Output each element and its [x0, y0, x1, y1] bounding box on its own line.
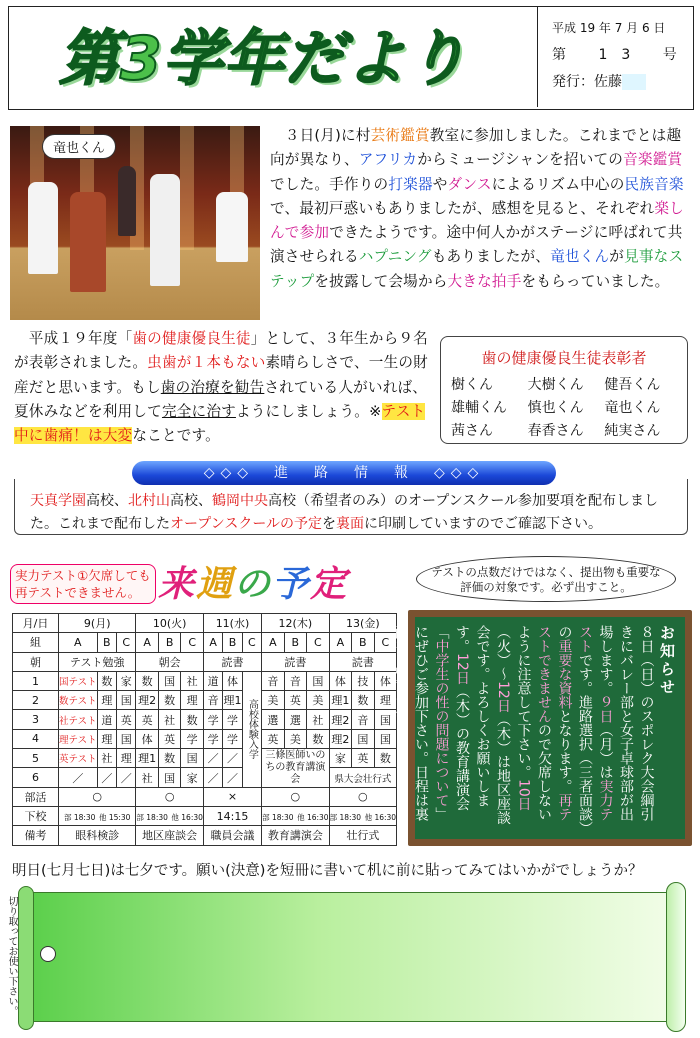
table-cell: 読書: [262, 652, 330, 671]
article2-segment: テスト中に歯痛！は大変: [14, 402, 426, 445]
table-cell: C: [374, 633, 397, 652]
table-cell: 地区座談会: [136, 826, 204, 845]
article1-segment: 音楽鑑賞: [623, 151, 683, 169]
table-cell: 英: [117, 710, 136, 729]
table-cell: 理1: [223, 691, 242, 710]
table-row: [13, 691, 397, 710]
award-box: [440, 336, 688, 444]
table-cell: ／: [117, 768, 136, 787]
table-cell: 国: [117, 729, 136, 748]
table-cell: 壮行式: [329, 826, 397, 845]
article2-segment: 」として、３年生から９名が表彰されました。: [14, 330, 428, 372]
article2-segment: 平成１９年度「: [14, 330, 133, 347]
dismiss-club: 14:15: [216, 809, 249, 823]
article1-segment: 見事なステップ: [270, 248, 684, 290]
table-cell: 13(金): [329, 614, 397, 633]
article1-segment: 大きな拍手: [447, 272, 522, 290]
table-cell: 3: [13, 710, 59, 729]
table-row: [13, 768, 397, 787]
career-title: ◇◇◇ 進 路 情 報 ◇◇◇: [132, 461, 556, 485]
table-cell: 数: [307, 729, 330, 748]
table-cell: 数テスト: [59, 691, 98, 710]
table-cell: 数: [136, 671, 159, 690]
table-cell: 国: [374, 729, 397, 748]
issue-number: 第 13 号: [552, 47, 691, 63]
table-cell: 朝: [13, 652, 59, 671]
dismiss-other: 他 16:30: [297, 812, 329, 822]
article-art-appreciation: [270, 124, 688, 294]
schedule-table: [12, 613, 397, 846]
table-cell: 6: [13, 768, 59, 787]
article1-segment: ダンス: [447, 175, 492, 193]
article1-segment: アフリカ: [358, 151, 418, 169]
table-cell: B: [97, 633, 116, 652]
table-cell: 4: [13, 729, 59, 748]
article1-segment: でした。手作りの: [270, 175, 389, 193]
table-cell: C: [242, 633, 261, 652]
article2-segment: なことです。: [132, 427, 220, 445]
table-cell: [203, 806, 261, 825]
table-cell: 英テスト: [59, 749, 98, 768]
table-cell: C: [117, 633, 136, 652]
table-cell: 理: [117, 749, 136, 768]
table-cell: 理: [97, 729, 116, 748]
table-row: [13, 652, 397, 671]
table-cell: 国: [181, 749, 204, 768]
career-segment: 裏面: [336, 516, 365, 532]
award-name: 健吾くん: [604, 377, 661, 393]
table-cell: ／: [223, 749, 242, 768]
table-cell: B: [352, 633, 375, 652]
table-cell: [59, 806, 136, 825]
table-cell: 音: [262, 671, 285, 690]
table-cell: 英: [262, 729, 285, 748]
table-cell: 国: [352, 729, 375, 748]
tanzaku-scroll: [26, 882, 690, 1032]
table-cell: 社テスト: [59, 710, 98, 729]
career-segment: を: [322, 516, 337, 532]
dismiss-club: 部 18:30: [329, 812, 362, 822]
publisher: 発行：佐藤: [552, 69, 693, 96]
table-cell: 備考: [13, 826, 59, 845]
table-cell: B: [158, 633, 181, 652]
table-cell: テスト勉強: [59, 652, 136, 671]
table-cell: A: [136, 633, 159, 652]
table-row: [13, 729, 397, 748]
career-segment: 高校（希望者のみ）のオープンスクール参加要項を配布しました。これまで配布した: [30, 493, 659, 532]
table-cell: 12(木): [262, 614, 330, 633]
table-cell: 県大会壮行式: [329, 768, 397, 787]
career-segment: 天真学園: [30, 493, 86, 509]
table-cell: A: [262, 633, 285, 652]
table-row: [13, 710, 397, 729]
dismiss-other: 他 16:30: [171, 812, 203, 822]
award-title: 歯の健康優良生徒表彰者: [481, 349, 647, 367]
table-cell: 社: [158, 710, 181, 729]
table-cell: 社: [136, 768, 159, 787]
table-cell: 理2: [136, 691, 159, 710]
table-cell: 英: [158, 729, 181, 748]
table-cell: 音: [203, 691, 222, 710]
notice-segment: （月）は: [597, 723, 614, 779]
table-cell: 体: [223, 671, 242, 690]
article1-segment: ３日(月)に村: [270, 127, 371, 144]
table-cell: 英: [284, 691, 307, 710]
award-names: [451, 375, 681, 441]
table-cell: 朝会: [136, 652, 204, 671]
article1-segment: が: [609, 248, 625, 266]
table-cell: 家: [329, 749, 352, 768]
table-cell: 数: [158, 691, 181, 710]
article2-segment: 虫歯が１本もない: [147, 354, 266, 372]
dismiss-other: 他 16:30: [364, 812, 397, 822]
article1-segment: 竜也くん: [550, 248, 610, 266]
table-cell: 高校体験入学: [242, 671, 261, 787]
notice-segment: となります。: [556, 709, 573, 793]
table-cell: ○: [59, 787, 136, 806]
table-cell: 理: [181, 691, 204, 710]
award-name: 雄輔くん: [451, 400, 507, 416]
table-cell: 社: [181, 671, 204, 690]
table-row: [13, 671, 397, 690]
table-row: [13, 806, 397, 825]
table-cell: B: [223, 633, 242, 652]
table-cell: C: [181, 633, 204, 652]
award-name: 大樹くん: [527, 377, 584, 393]
career-segment: 高校、: [170, 493, 212, 509]
notice-segment: 実力テスト: [577, 625, 614, 821]
table-cell: 選: [262, 710, 285, 729]
table-cell: 10(火): [136, 614, 204, 633]
table-cell: A: [203, 633, 222, 652]
table-row: [13, 749, 397, 768]
notice-segment: 」にぜひご参加下さい。日程は裏面をご覧下さい。: [392, 625, 450, 821]
notice-segment: ので欠席しないように注意して下さい。: [515, 625, 552, 821]
table-cell: 数: [158, 749, 181, 768]
table-cell: 学: [181, 729, 204, 748]
table-cell: 理テスト: [59, 729, 98, 748]
table-cell: 美: [307, 691, 330, 710]
article1-segment: 打楽器: [388, 175, 433, 193]
dismiss-other: 他 15:30: [98, 812, 131, 822]
table-cell: 数: [181, 710, 204, 729]
article2-segment: 歯の健康優良生徒: [132, 330, 251, 347]
table-cell: 国: [158, 671, 181, 690]
notice-segment: ８日（日）のスポレク大会綱引きにバレー部と女子卓球部が出場します。: [597, 625, 655, 821]
career-segment: オープンスクールの予定: [170, 516, 323, 532]
table-cell: 英: [136, 710, 159, 729]
table-cell: 組: [13, 633, 59, 652]
table-cell: 国テスト: [59, 671, 98, 690]
article1-segment: 楽しんで参加: [270, 199, 684, 242]
table-cell: 月/日: [13, 614, 59, 633]
career-text: [30, 490, 680, 536]
table-cell: [262, 806, 330, 825]
table-cell: 国: [117, 691, 136, 710]
table-cell: 家: [117, 671, 136, 690]
notice-segment: 再テストできません: [536, 625, 573, 821]
notice-segment: 中学生の性の問題について: [433, 639, 450, 807]
table-cell: ／: [223, 768, 242, 787]
table-cell: 9(月): [59, 614, 136, 633]
table-cell: 社: [97, 749, 116, 768]
article2-segment: 素晴らしさで、一生の財産だと思います。もし: [14, 354, 428, 396]
table-cell: [136, 806, 204, 825]
issue-date: 平成 19 年 7 月 6 日: [552, 21, 666, 35]
career-segment: 高校、: [86, 493, 128, 509]
punch-hole: [40, 946, 56, 962]
schedule-title: 来週の予定: [158, 564, 349, 605]
table-cell: ／: [203, 749, 222, 768]
article1-segment: によるリズム中心の: [491, 175, 625, 193]
notice-title: お知らせ: [658, 625, 676, 697]
career-segment: に印刷していますのでご確認下さい。: [364, 516, 603, 532]
table-cell: 学: [203, 710, 222, 729]
award-name: 純実さん: [604, 423, 661, 439]
table-cell: 道: [97, 710, 116, 729]
notice-segment: （木）は地区座談会です。よろしくお願いします。: [454, 625, 511, 825]
article1-segment: や: [432, 175, 448, 193]
newsletter-title: 第3学年だより: [59, 24, 468, 94]
notice-text: [392, 625, 677, 831]
notice-board: [392, 610, 692, 846]
table-cell: 部活: [13, 787, 59, 806]
table-cell: 数: [374, 749, 397, 768]
issue-info: [537, 7, 693, 107]
table-row: [13, 787, 397, 806]
table-cell: B: [284, 633, 307, 652]
table-cell: 読書: [329, 652, 397, 671]
retest-note: 実力テスト①欠席しても再テストできません。: [10, 564, 156, 604]
table-cell: 11(水): [203, 614, 261, 633]
table-cell: 5: [13, 749, 59, 768]
table-cell: 体: [329, 671, 352, 690]
table-cell: 学: [223, 729, 242, 748]
table-cell: 美: [284, 729, 307, 748]
article-dental-award: [14, 327, 434, 448]
notice-segment: 12日: [495, 681, 511, 713]
article2-segment: 歯の治療を勧告: [160, 378, 265, 396]
table-cell: 音: [284, 671, 307, 690]
award-name: 春香さん: [527, 423, 584, 439]
table-cell: 理: [374, 691, 397, 710]
table-cell: 選: [284, 710, 307, 729]
notice-segment: （木）の教育講演会「: [433, 625, 470, 811]
article1-segment: 教室に参加しました。これまでとは趣向が異なり、: [270, 127, 682, 169]
table-cell: 理2: [329, 729, 352, 748]
table-cell: 1: [13, 671, 59, 690]
table-cell: ○: [136, 787, 204, 806]
award-name: 樹くん: [451, 377, 493, 393]
table-cell: ／: [203, 768, 222, 787]
award-name: 竜也くん: [604, 400, 661, 416]
table-cell: [329, 806, 397, 825]
article2-segment: 完全に治す: [161, 402, 236, 420]
dismiss-club: 部 18:30: [63, 812, 96, 822]
table-cell: 体: [374, 671, 397, 690]
table-cell: 道: [203, 671, 222, 690]
table-cell: 職員会議: [203, 826, 261, 845]
table-cell: 国: [374, 710, 397, 729]
article1-segment: をもらっていました。: [521, 272, 670, 290]
submission-note: テストの点数だけではなく、提出物も重要な評価の対象です。必ず出すこと。: [416, 556, 676, 602]
table-row: [13, 614, 397, 633]
table-cell: 三條医師いのちの教育講演会: [262, 749, 330, 788]
table-cell: 眼科検診: [59, 826, 136, 845]
table-cell: 国: [307, 671, 330, 690]
career-segment: 北村山: [128, 493, 170, 509]
table-cell: 数: [97, 671, 116, 690]
notice-segment: ９日: [597, 695, 614, 723]
article1-segment: 民族音楽: [624, 175, 684, 193]
table-cell: 理2: [329, 710, 352, 729]
table-cell: 技: [352, 671, 375, 690]
table-cell: 社: [307, 710, 330, 729]
table-cell: ○: [262, 787, 330, 806]
notice-segment: です。進路選択（三者面談）の: [556, 625, 593, 828]
table-cell: 学: [223, 710, 242, 729]
article2-segment: ようにしましょう。※: [235, 402, 382, 420]
table-cell: C: [307, 633, 330, 652]
table-row: [13, 633, 397, 652]
table-cell: 理: [97, 691, 116, 710]
dismiss-club: 部 18:30: [262, 812, 294, 822]
award-name: 慎也くん: [527, 400, 584, 416]
header: [8, 6, 694, 110]
notice-segment: （火）〜: [495, 625, 511, 681]
table-cell: 数: [352, 691, 375, 710]
table-cell: 教育講演会: [262, 826, 330, 845]
article1-segment: できたようです。途中何人かがステージに呼ばれて共演させられる: [270, 224, 683, 266]
table-cell: 家: [181, 768, 204, 787]
article1-segment: で、最初戸惑いもありましたが、感想を見ると、それぞれ: [270, 199, 655, 217]
table-cell: 理1: [329, 691, 352, 710]
table-cell: 理1: [136, 749, 159, 768]
table-cell: 英: [352, 749, 375, 768]
article2-segment: されている人がいれば、夏休みなどを利用して: [14, 378, 428, 420]
table-cell: ×: [203, 787, 261, 806]
table-cell: 音: [352, 710, 375, 729]
tanabata-text: 明日(七月七日)は七夕です。願い(決意)を短冊に書いて机に前に貼ってみてはいかがでしょうか？: [12, 863, 643, 879]
table-cell: ／: [59, 768, 98, 787]
table-cell: ／: [97, 768, 116, 787]
notice-segment: 重要な資料: [556, 639, 573, 709]
table-cell: 2: [13, 691, 59, 710]
article1-segment: 芸術鑑賞: [370, 127, 430, 144]
notice-segment: 10日: [515, 779, 532, 811]
article1-segment: を披露して会場から: [314, 272, 448, 290]
table-cell: 美: [262, 691, 285, 710]
table-cell: 国: [158, 768, 181, 787]
cut-note: 切り取ってお使い下さい。: [6, 896, 17, 1016]
table-cell: ○: [329, 787, 397, 806]
table-cell: 学: [203, 729, 222, 748]
table-row: [13, 826, 397, 845]
award-name: 茜さん: [451, 423, 493, 439]
table-cell: 下校: [13, 806, 59, 825]
article1-segment: もありましたが、: [431, 248, 551, 266]
event-photo: [10, 126, 260, 320]
article1-segment: からミュージシャンを招いての: [417, 151, 624, 169]
table-cell: A: [329, 633, 352, 652]
article1-segment: ハプニング: [358, 248, 432, 266]
dismiss-club: 部 18:30: [136, 812, 168, 822]
table-cell: 体: [136, 729, 159, 748]
table-cell: A: [59, 633, 98, 652]
notice-segment: 12日: [454, 653, 470, 685]
table-cell: 読書: [203, 652, 261, 671]
photo-bubble: 竜也くん: [42, 134, 116, 159]
career-segment: 鶴岡中央: [212, 493, 268, 509]
